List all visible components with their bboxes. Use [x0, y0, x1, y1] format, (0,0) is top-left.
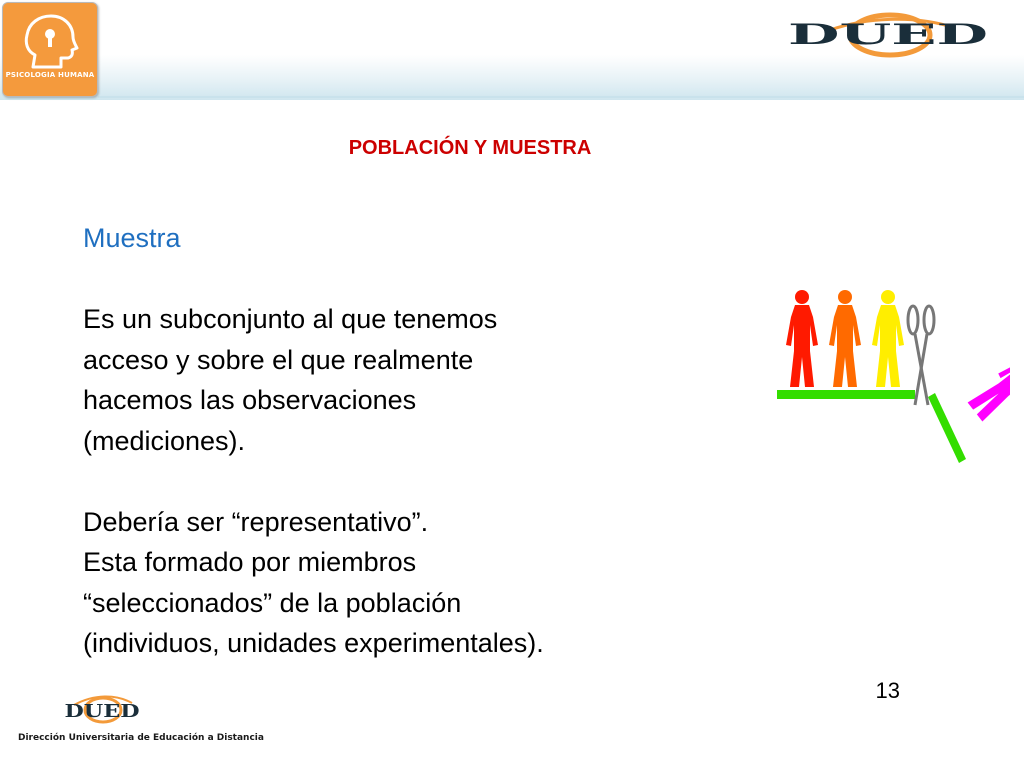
paragraph-line: hacemos las observaciones: [83, 385, 417, 415]
paragraph-line: (individuos, unidades experimentales).: [83, 628, 544, 658]
sample-selection-illustration: [770, 280, 1010, 470]
institution-name: Dirección Universitaria de Educación a Distancia: [18, 733, 264, 743]
paragraph-line: Es un subconjunto al que tenemos: [83, 304, 498, 334]
slide-title: POBLACIÓN Y MUESTRA: [348, 137, 592, 159]
person-orange-icon: [829, 290, 861, 387]
dued-logo-top-text: DUED: [788, 18, 988, 51]
dued-logo-bottom-text: DUED: [64, 701, 140, 722]
paragraph-line: (mediciones).: [83, 425, 246, 456]
spacer: [83, 461, 733, 502]
person-yellow-icon: [872, 290, 904, 387]
paragraph-line: “seleccionados” de la población: [83, 587, 462, 618]
falling-platform: [928, 393, 966, 463]
paragraph-line: acceso y sobre el que realmente: [83, 344, 474, 375]
person-red-icon: [786, 290, 818, 387]
section-subtitle: Muestra: [83, 223, 181, 253]
header-divider: [98, 96, 1024, 98]
slide-body: [83, 218, 733, 664]
dued-logo-bottom: [60, 690, 145, 730]
head-silhouette-icon: [11, 11, 89, 69]
paragraph-line: Esta formado por miembros: [83, 547, 417, 577]
psychology-logo: [2, 2, 98, 97]
logo-caption: PSICOLOGÍA HUMANA: [5, 71, 95, 79]
person-magenta-icon: [965, 340, 1010, 425]
spacer: [83, 259, 733, 300]
page-number: 13: [875, 678, 900, 703]
platform-bar: [777, 390, 915, 399]
paragraph-line: Debería ser “representativo”.: [83, 506, 429, 537]
dued-logo-top: [780, 8, 995, 63]
